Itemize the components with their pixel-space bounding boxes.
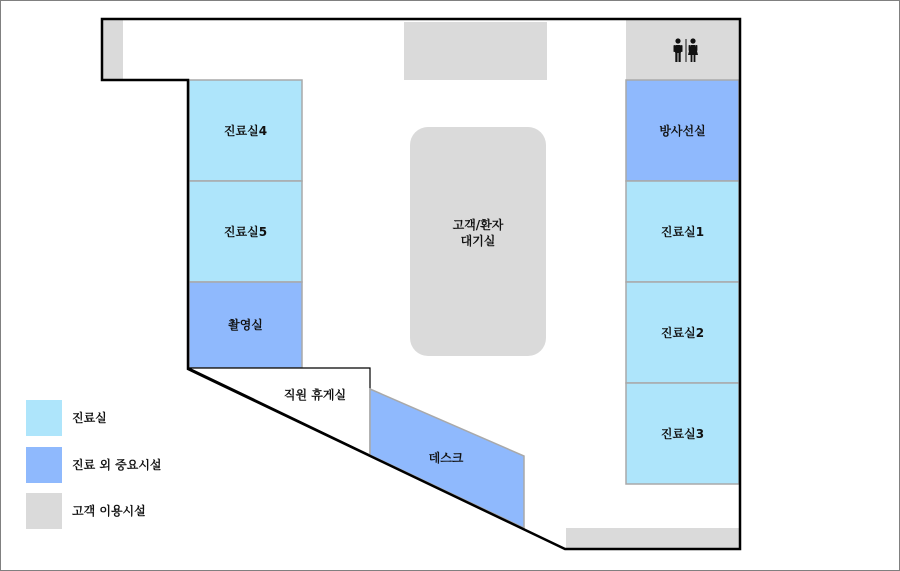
waiting-room-label-line2: 대기실 — [460, 234, 496, 248]
legend-label-customer-facility: 고객 이용시설 — [72, 504, 146, 518]
legend-swatch-customer-facility — [26, 493, 62, 529]
exam-room-2-label: 진료실2 — [660, 326, 705, 340]
desk-label: 데스크 — [428, 451, 464, 465]
staff-lounge-label: 직원 휴게실 — [283, 388, 347, 402]
imaging-room-label: 촬영실 — [228, 318, 263, 332]
waiting-room-label-line1: 고객/환자 — [452, 218, 504, 232]
customer-facility-top-left — [103, 20, 123, 80]
customer-facility-top-center — [404, 22, 547, 80]
customer-facility-bottom-right — [566, 528, 739, 550]
legend-label-exam-room: 진료실 — [72, 411, 107, 425]
exam-room-3-label: 진료실3 — [660, 427, 705, 441]
exam-room-1-label: 진료실1 — [660, 225, 705, 239]
legend-label-key-facility: 진료 외 중요시설 — [72, 458, 162, 472]
exam-room-5-label: 진료실5 — [223, 225, 268, 239]
exam-room-4-label: 진료실4 — [223, 124, 268, 138]
radiation-room-label: 방사선실 — [659, 124, 706, 138]
legend-swatch-exam-room — [26, 400, 62, 436]
legend-swatch-key-facility — [26, 447, 62, 483]
restroom-icon — [674, 38, 699, 62]
